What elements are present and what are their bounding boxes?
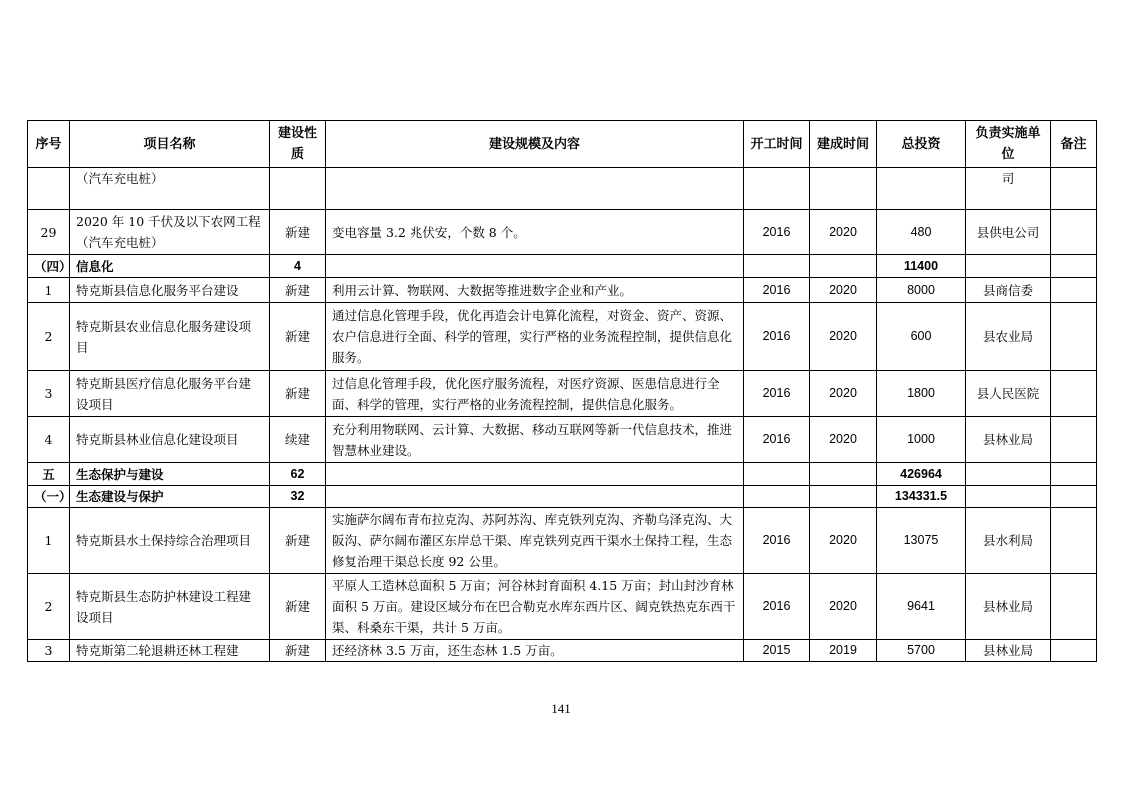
cell-note	[1051, 303, 1097, 371]
cell-invest: 134331.5	[877, 486, 966, 508]
cell-scope	[326, 255, 744, 278]
table-row	[28, 371, 1097, 417]
cell-nature: 新建	[270, 574, 326, 640]
cell-note	[1051, 574, 1097, 640]
cell-start	[744, 255, 810, 278]
cell-note	[1051, 486, 1097, 508]
cell-seq: 2	[28, 574, 70, 640]
cell-invest: 9641	[877, 574, 966, 640]
cell-unit: 县林业局	[966, 574, 1051, 640]
cell-unit: 县农业局	[966, 303, 1051, 371]
cell-start: 2016	[744, 278, 810, 303]
cell-nature: 新建	[270, 210, 326, 255]
cell-unit: 县供电公司	[966, 210, 1051, 255]
table-row	[28, 168, 1097, 210]
table-row	[28, 508, 1097, 574]
cell-invest: 600	[877, 303, 966, 371]
cell-invest: 5700	[877, 640, 966, 662]
cell-start: 2016	[744, 508, 810, 574]
table-row	[28, 574, 1097, 640]
cell-end: 2020	[810, 508, 877, 574]
cell-end: 2020	[810, 417, 877, 463]
cell-start	[744, 168, 810, 210]
cell-seq	[28, 168, 70, 210]
cell-nature: 新建	[270, 371, 326, 417]
cell-scope	[326, 463, 744, 486]
cell-note	[1051, 463, 1097, 486]
cell-note	[1051, 508, 1097, 574]
cell-name: 特克斯县医疗信息化服务平台建设项目	[70, 371, 270, 417]
cell-name: 2020 年 10 千伏及以下农网工程（汽车充电桩）	[70, 210, 270, 255]
cell-invest: 11400	[877, 255, 966, 278]
cell-seq: 29	[28, 210, 70, 255]
cell-note	[1051, 278, 1097, 303]
cell-name: 特克斯县农业信息化服务建设项目	[70, 303, 270, 371]
cell-nature: 新建	[270, 303, 326, 371]
page-number: 141	[551, 701, 571, 716]
cell-unit: 县林业局	[966, 640, 1051, 662]
cell-start: 2016	[744, 303, 810, 371]
cell-end	[810, 486, 877, 508]
cell-name: 信息化	[70, 255, 270, 278]
cell-scope: 平原人工造林总面积 5 万亩；河谷林封育面积 4.15 万亩；封山封沙育林面积 5 万亩。建设区域分布在巴合勒克水库东西片区、阔克铁热克东西干渠、科桑东干渠，共计 5 万亩。	[326, 574, 744, 640]
header-unit: 负责实施单位	[966, 121, 1051, 168]
cell-nature: 新建	[270, 508, 326, 574]
cell-invest: 1800	[877, 371, 966, 417]
header-nature: 建设性质	[270, 121, 326, 168]
cell-seq: 1	[28, 278, 70, 303]
cell-seq: 4	[28, 417, 70, 463]
cell-unit: 县水利局	[966, 508, 1051, 574]
cell-start: 2016	[744, 417, 810, 463]
cell-seq: 3	[28, 371, 70, 417]
table-row	[28, 210, 1097, 255]
cell-scope: 充分利用物联网、云计算、大数据、移动互联网等新一代信息技术，推进智慧林业建设。	[326, 417, 744, 463]
header-start: 开工时间	[744, 121, 810, 168]
cell-end: 2020	[810, 278, 877, 303]
cell-name: 特克斯县林业信息化建设项目	[70, 417, 270, 463]
cell-seq: 3	[28, 640, 70, 662]
cell-invest: 480	[877, 210, 966, 255]
cell-unit: 司	[966, 168, 1051, 210]
cell-unit	[966, 463, 1051, 486]
cell-start: 2016	[744, 210, 810, 255]
cell-end	[810, 255, 877, 278]
table-row	[28, 278, 1097, 303]
cell-scope: 过信息化管理手段，优化医疗服务流程，对医疗资源、医患信息进行全面、科学的管理，实行严格的业务流程控制，提供信息化服务。	[326, 371, 744, 417]
cell-end: 2020	[810, 210, 877, 255]
cell-scope: 变电容量 3.2 兆伏安，个数 8 个。	[326, 210, 744, 255]
cell-end: 2020	[810, 303, 877, 371]
cell-seq: （四）	[28, 255, 70, 278]
cell-end: 2019	[810, 640, 877, 662]
cell-nature: 4	[270, 255, 326, 278]
cell-name: 特克斯县信息化服务平台建设	[70, 278, 270, 303]
cell-name: 生态建设与保护	[70, 486, 270, 508]
cell-invest: 8000	[877, 278, 966, 303]
cell-unit: 县林业局	[966, 417, 1051, 463]
cell-note	[1051, 371, 1097, 417]
cell-unit: 县人民医院	[966, 371, 1051, 417]
cell-start: 2015	[744, 640, 810, 662]
cell-scope: 利用云计算、物联网、大数据等推进数字企业和产业。	[326, 278, 744, 303]
cell-name: （汽车充电桩）	[70, 168, 270, 210]
cell-invest: 13075	[877, 508, 966, 574]
header-name: 项目名称	[70, 121, 270, 168]
section-row	[28, 463, 1097, 486]
cell-note	[1051, 210, 1097, 255]
section-row	[28, 486, 1097, 508]
table-row	[28, 417, 1097, 463]
cell-note	[1051, 640, 1097, 662]
cell-name: 生态保护与建设	[70, 463, 270, 486]
header-note: 备注	[1051, 121, 1097, 168]
cell-start: 2016	[744, 371, 810, 417]
table-row	[28, 640, 1097, 662]
header-invest: 总投资	[877, 121, 966, 168]
cell-scope	[326, 486, 744, 508]
section-row	[28, 255, 1097, 278]
cell-start: 2016	[744, 574, 810, 640]
cell-name: 特克斯县生态防护林建设工程建设项目	[70, 574, 270, 640]
cell-nature: 新建	[270, 640, 326, 662]
cell-scope	[326, 168, 744, 210]
cell-invest: 426964	[877, 463, 966, 486]
cell-seq: 2	[28, 303, 70, 371]
cell-nature: 新建	[270, 278, 326, 303]
cell-nature: 续建	[270, 417, 326, 463]
header-scope: 建设规模及内容	[326, 121, 744, 168]
cell-start	[744, 486, 810, 508]
header-seq: 序号	[28, 121, 70, 168]
cell-nature	[270, 168, 326, 210]
cell-note	[1051, 255, 1097, 278]
project-table	[27, 120, 1097, 662]
cell-seq: 五	[28, 463, 70, 486]
cell-note	[1051, 168, 1097, 210]
cell-scope: 实施萨尔阔布青布拉克沟、苏阿苏沟、库克铁列克沟、齐勒乌泽克沟、大阪沟、萨尔阔布灌区东岸总干渠、库克铁列克西干渠水土保持工程，生态修复治理干渠总长度 92 公里。	[326, 508, 744, 574]
cell-seq: （一）	[28, 486, 70, 508]
cell-end	[810, 168, 877, 210]
cell-name: 特克斯第二轮退耕还林工程建	[70, 640, 270, 662]
cell-end: 2020	[810, 574, 877, 640]
cell-unit: 县商信委	[966, 278, 1051, 303]
cell-note	[1051, 417, 1097, 463]
cell-scope: 还经济林 3.5 万亩，还生态林 1.5 万亩。	[326, 640, 744, 662]
cell-unit	[966, 255, 1051, 278]
cell-nature: 32	[270, 486, 326, 508]
cell-seq: 1	[28, 508, 70, 574]
cell-name: 特克斯县水土保持综合治理项目	[70, 508, 270, 574]
cell-unit	[966, 486, 1051, 508]
cell-nature: 62	[270, 463, 326, 486]
cell-end	[810, 463, 877, 486]
cell-scope: 通过信息化管理手段，优化再造会计电算化流程，对资金、资产、资源、农户信息进行全面、科学的管理，实行严格的业务流程控制，提供信息化服务。	[326, 303, 744, 371]
cell-start	[744, 463, 810, 486]
header-row	[28, 121, 1097, 168]
cell-invest	[877, 168, 966, 210]
cell-invest: 1000	[877, 417, 966, 463]
cell-end: 2020	[810, 371, 877, 417]
table-row	[28, 303, 1097, 371]
header-end: 建成时间	[810, 121, 877, 168]
